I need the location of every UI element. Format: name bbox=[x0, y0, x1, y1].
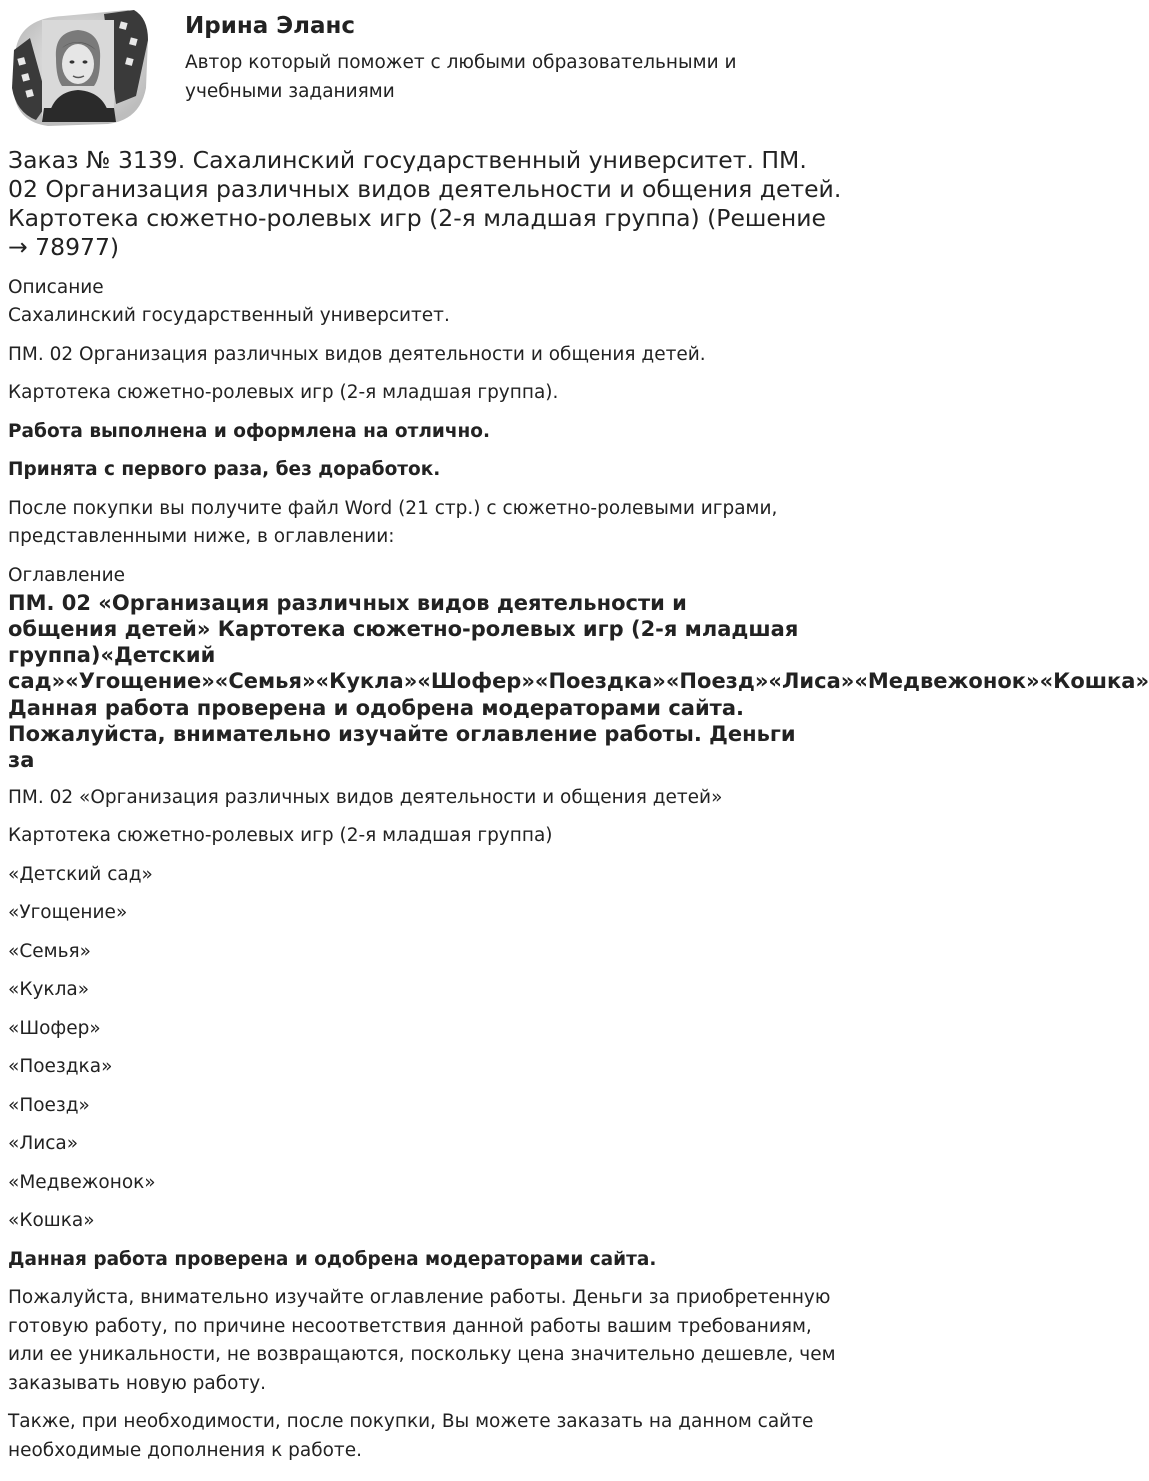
toc-heading-line: Пожалуйста, внимательно изучайте оглавление работы. Деньги bbox=[8, 721, 796, 746]
description-section bbox=[8, 274, 1149, 1475]
moderation-note: Данная работа проверена и одобрена модераторами сайта. bbox=[8, 1248, 657, 1270]
toc-heading-line: сад»«Угощение»«Семья»«Кукла»«Шофер»«Поездка»«Поезд»«Лиса»«Медвежонок»«Кошка» bbox=[8, 669, 1149, 694]
author-description: Автор который поможет с любыми образовательными и учебными заданиями bbox=[185, 52, 737, 102]
page-title: Заказ № 3139. Сахалинский государственный университет. ПМ. 02 Организация различных видов деятельности и общения детей. Картотека сюжетно-ролевых игр (2-я младшая группа) (Решение → 78977) bbox=[8, 146, 842, 261]
author-name[interactable]: Ирина Эланс bbox=[185, 13, 356, 39]
toc-heading-line: ПМ. 02 «Организация различных видов деятельности и bbox=[8, 590, 687, 615]
description-paragraph: ПМ. 02 Организация различных видов деятельности и общения детей. bbox=[8, 343, 706, 365]
toc-item: ПМ. 02 «Организация различных видов деятельности и общения детей» bbox=[8, 786, 723, 808]
toc-item: «Шофер» bbox=[8, 1017, 101, 1039]
toc-heading-line: группа)«Детский bbox=[8, 643, 216, 668]
additions-note: Также, при необходимости, после покупки, Вы можете заказать на данном сайте необходимые дополнения к работе. bbox=[8, 1411, 814, 1461]
toc-item: «Кошка» bbox=[8, 1210, 95, 1232]
toc-item: «Угощение» bbox=[8, 902, 128, 924]
author-header bbox=[0, 0, 847, 136]
description-paragraph: Картотека сюжетно-ролевых игр (2-я младшая группа). bbox=[8, 382, 559, 403]
toc-item: «Лиса» bbox=[8, 1133, 79, 1155]
toc-item: Картотека сюжетно-ролевых игр (2-я младшая группа) bbox=[8, 825, 553, 847]
description-label: Описание bbox=[8, 277, 104, 298]
toc-item: «Поезд» bbox=[8, 1094, 90, 1116]
toc-heading-line: Данная работа проверена и одобрена модераторами сайта. bbox=[8, 695, 744, 720]
refund-note: Пожалуйста, внимательно изучайте оглавление работы. Деньги за приобретенную готовую работу, по причине несоответствия данной работы вашим требованиям, или ее уникальности, не возвращаются, поскольку цена значительно дешевле, чем заказывать новую работу. bbox=[8, 1287, 836, 1394]
toc-label: Оглавление bbox=[8, 564, 126, 586]
toc-heading bbox=[8, 590, 1149, 774]
toc-heading-line: за bbox=[8, 748, 35, 773]
author-avatar[interactable] bbox=[8, 8, 150, 128]
toc-item: «Кукла» bbox=[8, 979, 90, 1001]
acceptance-note: Принята с первого раза, без доработок. bbox=[8, 459, 441, 480]
toc-item: «Семья» bbox=[8, 940, 91, 962]
description-paragraph: Сахалинский государственный университет. bbox=[8, 305, 450, 326]
toc-item: «Детский сад» bbox=[8, 863, 153, 885]
toc-item: «Медвежонок» bbox=[8, 1171, 156, 1193]
toc-heading-line: общения детей» Картотека сюжетно-ролевых игр (2-я младшая bbox=[8, 616, 799, 641]
toc-item: «Поездка» bbox=[8, 1056, 113, 1078]
purchase-note: После покупки вы получите файл Word (21 стр.) с сюжетно-ролевыми играми, представленными ниже, в оглавлении: bbox=[8, 497, 778, 547]
quality-note: Работа выполнена и оформлена на отлично. bbox=[8, 420, 491, 442]
